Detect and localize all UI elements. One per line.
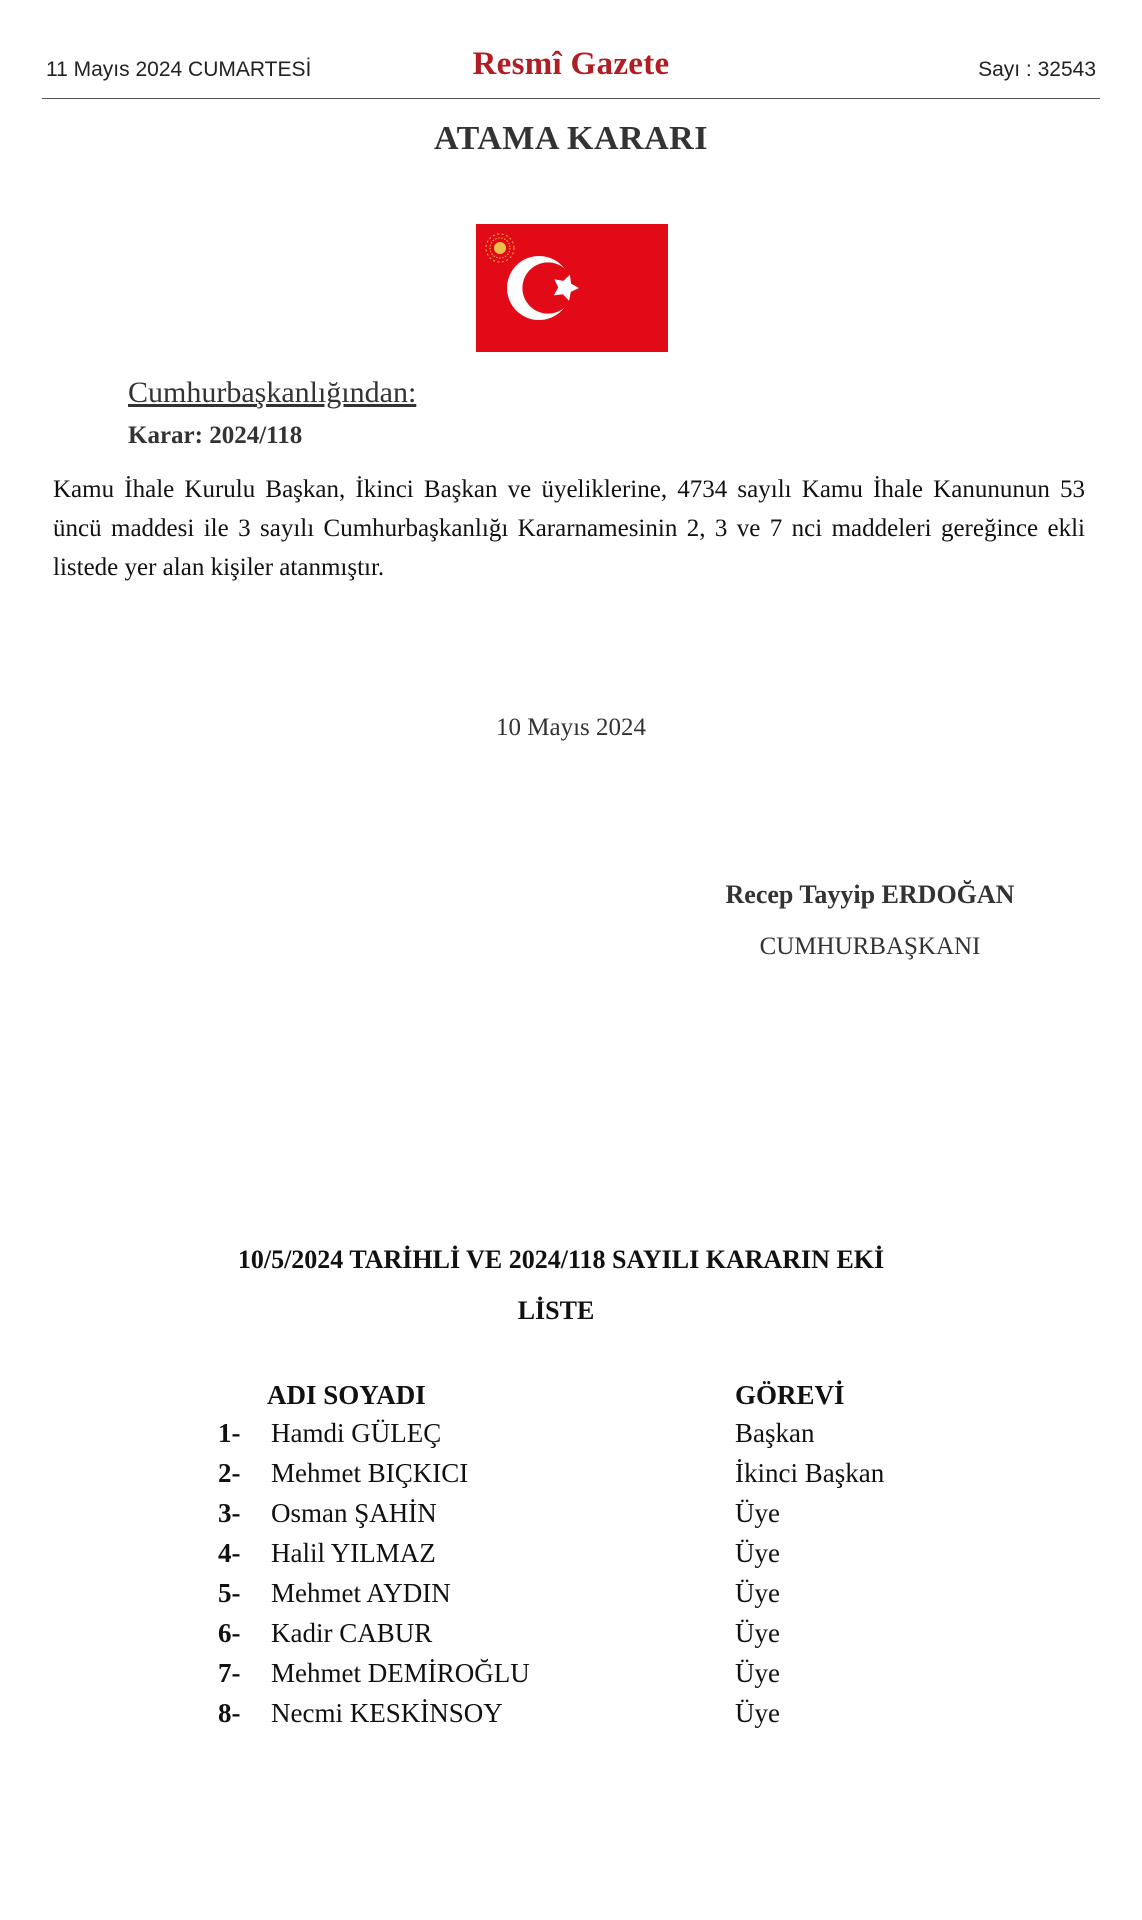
list-item	[0, 1498, 1142, 1538]
row-number: 2-	[218, 1458, 241, 1488]
list-item	[0, 1618, 1142, 1658]
document-title: ATAMA KARARI	[434, 120, 708, 157]
column-header-role: GÖREVİ	[735, 1380, 845, 1410]
appointee-role: Üye	[735, 1618, 780, 1648]
signatory-name: Recep Tayyip ERDOĞAN	[725, 880, 1015, 909]
appointee-name: Kadir CABUR	[271, 1618, 433, 1648]
appointee-name: Mehmet AYDIN	[271, 1578, 451, 1608]
header-divider	[42, 98, 1100, 99]
row-number: 8-	[218, 1698, 241, 1728]
appointee-role: İkinci Başkan	[735, 1458, 885, 1488]
appointee-name: Necmi KESKİNSOY	[271, 1698, 503, 1728]
list-item	[0, 1538, 1142, 1578]
list-item	[0, 1658, 1142, 1698]
turkish-flag-icon	[476, 224, 668, 352]
appointee-role: Üye	[735, 1578, 780, 1608]
decision-number: Karar: 2024/118	[128, 422, 303, 449]
row-number: 4-	[218, 1538, 241, 1568]
row-number: 6-	[218, 1618, 241, 1648]
appointee-name: Mehmet BIÇKICI	[271, 1458, 469, 1488]
column-header-name: ADI SOYADI	[267, 1380, 426, 1410]
list-item	[0, 1418, 1142, 1458]
signatory-title: CUMHURBAŞKANI	[759, 933, 981, 960]
issuing-authority: Cumhurbaşkanlığından:	[128, 376, 417, 409]
row-number: 3-	[218, 1498, 241, 1528]
appointee-name: Osman ŞAHİN	[271, 1498, 437, 1528]
header-date: 11 Mayıs 2024 CUMARTESİ	[46, 58, 312, 81]
decision-body: Kamu İhale Kurulu Başkan, İkinci Başkan ve üyeliklerine, 4734 sayılı Kamu İhale Kanununun 53 üncü maddesi ile 3 sayılı Cumhurbaşkanlığı Kararnamesinin 2, 3 ve 7 nci maddeleri gereğince ekli listede yer alan kişiler atanmıştır.	[53, 476, 1085, 581]
appointee-name: Hamdi GÜLEÇ	[271, 1418, 442, 1448]
annex-subtitle: LİSTE	[517, 1296, 595, 1325]
appointee-role: Üye	[735, 1698, 780, 1728]
list-item	[0, 1698, 1142, 1738]
decision-date: 10 Mayıs 2024	[496, 714, 646, 741]
list-item	[0, 1458, 1142, 1498]
row-number: 1-	[218, 1418, 241, 1448]
issue-number: Sayı : 32543	[978, 58, 1096, 81]
appointee-name: Mehmet DEMİROĞLU	[271, 1658, 530, 1688]
appointee-role: Üye	[735, 1538, 780, 1568]
appointee-role: Üye	[735, 1658, 780, 1688]
annex-title: 10/5/2024 TARİHLİ VE 2024/118 SAYILI KARARIN EKİ	[237, 1245, 885, 1274]
appointee-name: Halil YILMAZ	[271, 1538, 436, 1568]
appointee-list	[0, 1418, 1142, 1738]
gazette-title: Resmî Gazete	[472, 46, 670, 82]
list-item	[0, 1578, 1142, 1618]
row-number: 5-	[218, 1578, 241, 1608]
appointee-role: Başkan	[735, 1418, 815, 1448]
appointee-role: Üye	[735, 1498, 780, 1528]
row-number: 7-	[218, 1658, 241, 1688]
